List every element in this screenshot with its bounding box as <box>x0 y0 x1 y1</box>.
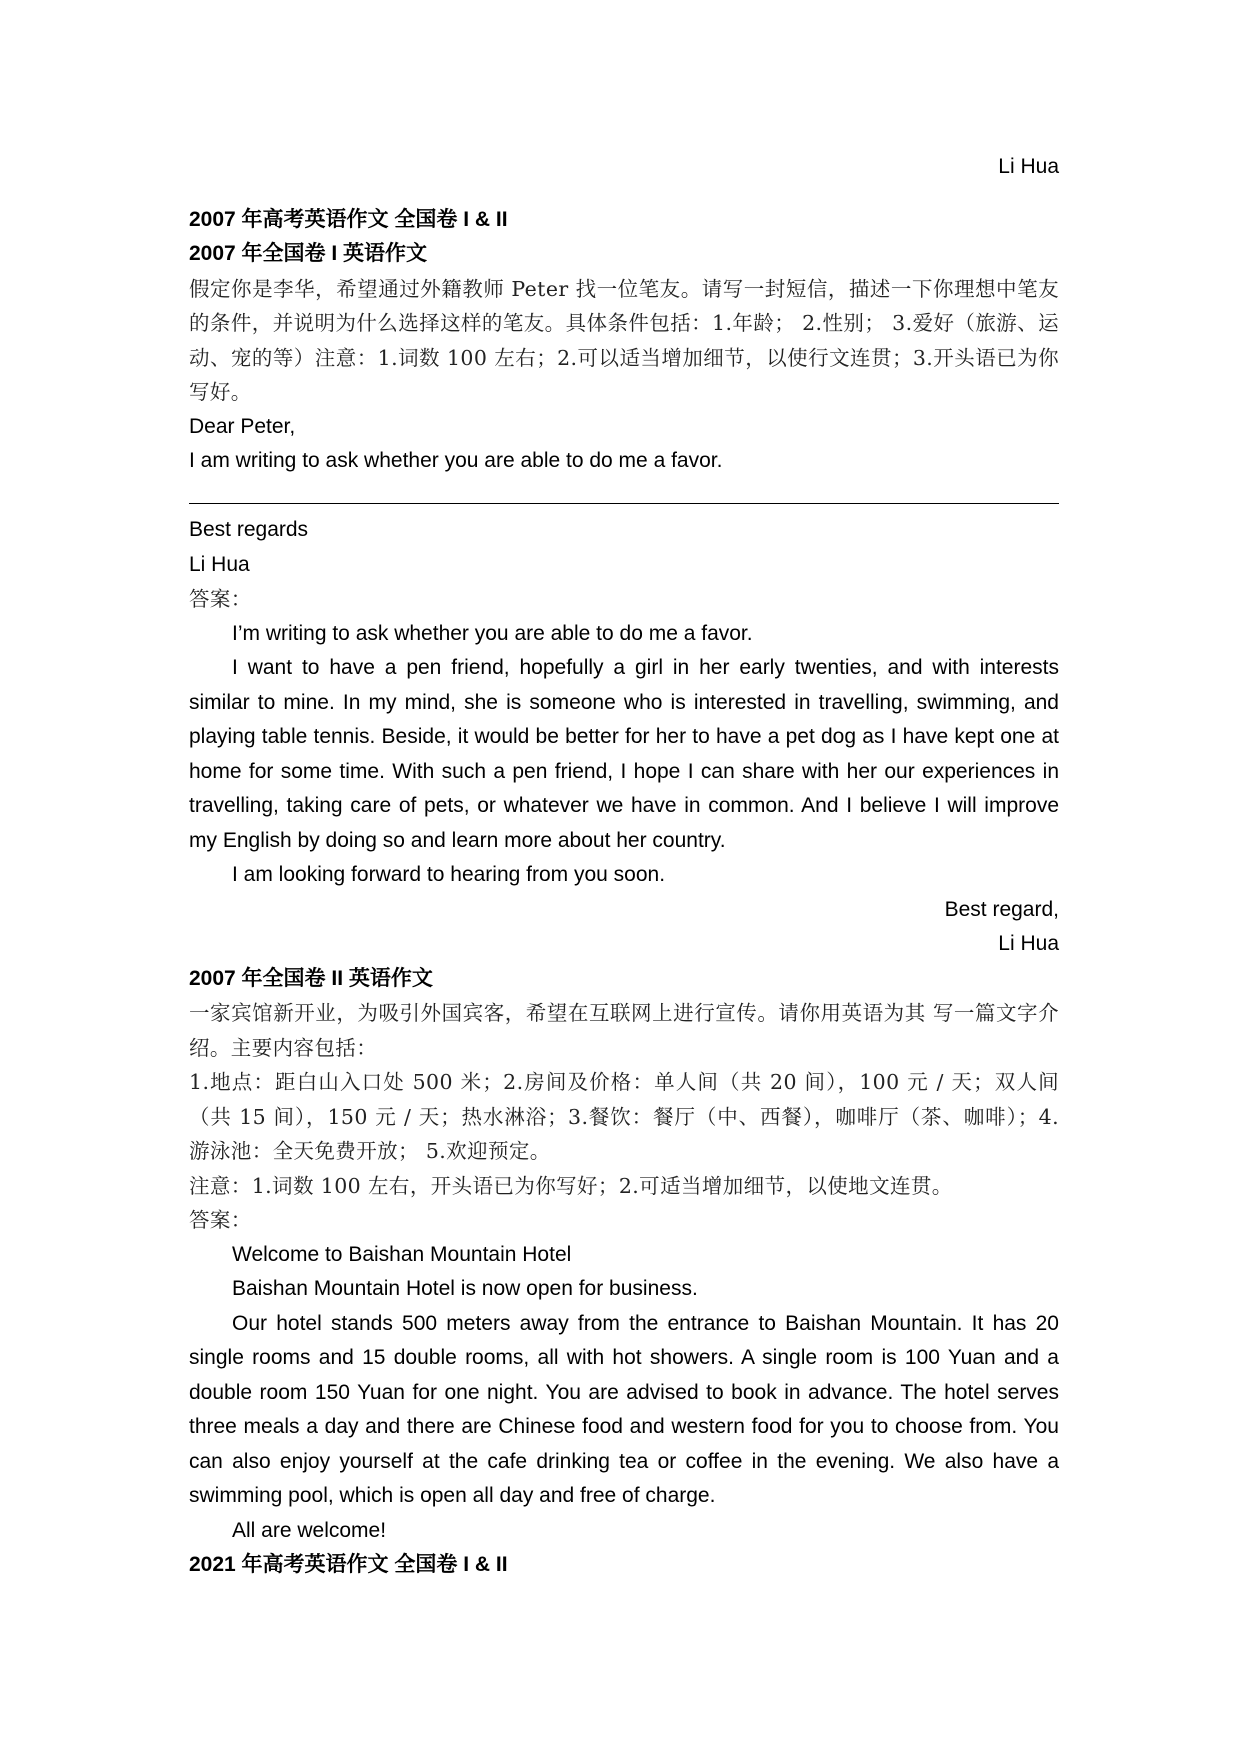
paper1-prompt: 假定你是李华，希望通过外籍教师 Peter 找一位笔友。请写一封短信，描述一下你理想中笔友的条件，并说明为什么选择这样的笔友。具体条件包括：1.年龄； 2.性别； 3.爱好（旅游、运动、宠的等）注意：1.词数 100 左右；2.可以适当增加细节，以使行文连贯；3.开头语已为你写好。 <box>189 276 1059 404</box>
paper2-prompt-intro: 一家宾馆新开业，为吸引外国宾客，希望在互联网上进行宣传。请你用英语为其 写一篇文字介绍。主要内容包括： <box>189 1001 1059 1060</box>
answer-blank-line <box>189 479 1059 514</box>
answer2-title: Welcome to Baishan Mountain Hotel <box>232 1242 572 1266</box>
answer2-paragraph-3: All are welcome! <box>232 1518 387 1542</box>
answer1-paragraph-3: I am looking forward to hearing from you soon. <box>232 863 666 886</box>
paper2-note: 注意：1.词数 100 左右，开头语已为你写好；2.可适当增加细节，以使地文连贯。 <box>189 1173 953 1198</box>
answer2-paragraph-1: Baishan Mountain Hotel is now open for business. <box>232 1277 698 1300</box>
answer1-paragraph-1: I’m writing to ask whether you are able to do me a favor. <box>232 621 753 645</box>
section-heading-2021: 2021 年高考英语作文 全国卷 I & II <box>189 1553 508 1576</box>
answer1-signature: Li Hua <box>998 932 1059 955</box>
spacer <box>189 185 1059 203</box>
letter-closing: Best regards <box>189 518 309 541</box>
answer-label: 答案： <box>189 587 252 611</box>
letter-opening: I am writing to ask whether you are able to do me a favor. <box>189 449 723 472</box>
answer1-paragraph-2: I want to have a pen friend, hopefully a girl in her early twenties, and with interests similar to mine. In my mind, she is someone who is interested in travelling, swimming, and playing table tennis. Beside, it would be better for her to have a pet dog as I have kept one at home for some time. With such a pen friend, I hope I can share with her our experiences in travelling, taking care of pets, or whatever we have in common. And I believe I will improve my English by doing so and learn more about her country. <box>189 656 1059 852</box>
paper1-heading: 2007 年全国卷 I 英语作文 <box>189 242 428 265</box>
paper2-heading: 2007 年全国卷 II 英语作文 <box>189 966 433 990</box>
letter-signature: Li Hua <box>189 552 250 576</box>
answer-label: 答案： <box>189 1208 252 1232</box>
section-heading-2007: 2007 年高考英语作文 全国卷 I & II <box>189 207 508 231</box>
answer1-closing: Best regard, <box>944 897 1059 921</box>
answer2-paragraph-2: Our hotel stands 500 meters away from the entrance to Baishan Mountain. It has 20 single rooms and 15 double rooms, all with hot showers. A single room is 100 Yuan and a double room 150 Yuan for one night. You are advised to book in advance. The hotel serves three meals a day and there are Chinese food and western food for you to choose from. You can also enjoy yourself at the cafe drinking tea or coffee in the evening. We also have a swimming pool, which is open all day and free of charge. <box>189 1311 1059 1507</box>
paper2-prompt-items: 1.地点：距白山入口处 500 米；2.房间及价格：单人间（共 20 间），100 元 / 天；双人间（共 15 间），150 元 / 天；热水淋浴；3.餐饮：餐厅（中、西餐），咖啡厅（茶、咖啡）；4.游泳池：全天免费开放； 5.欢迎预定。 <box>189 1070 1059 1163</box>
top-signature: Li Hua <box>998 155 1059 178</box>
page-content <box>189 150 1059 1583</box>
letter-salutation: Dear Peter, <box>189 414 296 438</box>
